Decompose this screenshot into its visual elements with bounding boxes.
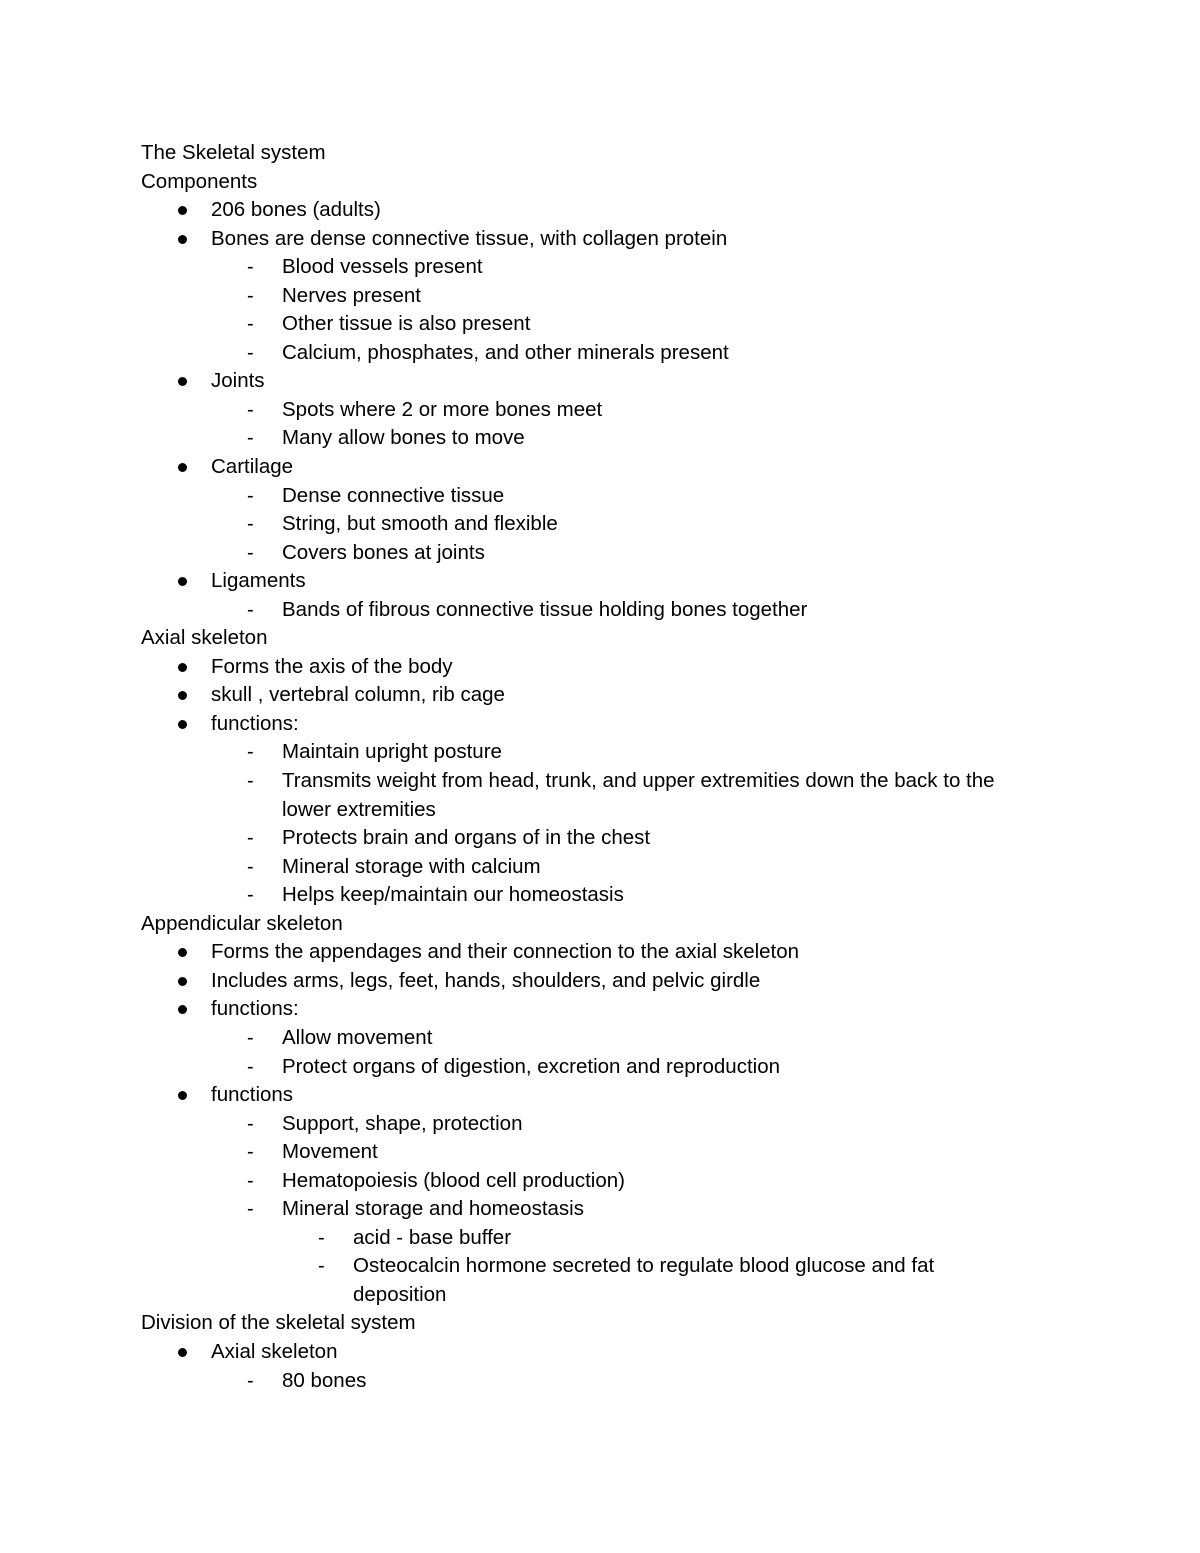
bullet-icon [178, 377, 187, 386]
dash-icon: - [247, 741, 254, 764]
dash-icon: - [247, 341, 254, 364]
bullet-icon [178, 1091, 187, 1100]
document-title: The Skeletal system [141, 141, 326, 164]
sub-list-item: - Mineral storage and homeostasis [141, 1195, 1101, 1224]
dash-icon: - [247, 770, 254, 793]
bullet-icon [178, 235, 187, 244]
list-item: Bones are dense connective tissue, with collagen protein [141, 225, 1101, 254]
sub-list-item: - Dense connective tissue [141, 482, 1101, 511]
dash-icon: - [247, 398, 254, 421]
list-item: Joints [141, 367, 1101, 396]
sub-list-item: - Nerves present [141, 282, 1101, 311]
sub-list-item: - Helps keep/maintain our homeostasis [141, 881, 1101, 910]
dash-icon: - [247, 1169, 254, 1192]
sub-list-item: - Support, shape, protection [141, 1110, 1101, 1139]
dash-icon: - [247, 513, 254, 536]
dash-icon: - [247, 1112, 254, 1135]
sub-list-item: - Movement [141, 1138, 1101, 1167]
dash-icon: - [247, 1055, 254, 1078]
list-item: functions [141, 1081, 1101, 1110]
list-item: Forms the axis of the body [141, 653, 1101, 682]
dash-icon: - [247, 284, 254, 307]
dash-icon: - [247, 1141, 254, 1164]
sub-list-item: - String, but smooth and flexible [141, 510, 1101, 539]
bullet-icon [178, 463, 187, 472]
list-item: Cartilage [141, 453, 1101, 482]
sub-list-item: - Hematopoiesis (blood cell production) [141, 1167, 1101, 1196]
sub-list-item: - Protect organs of digestion, excretion and reproduction [141, 1053, 1101, 1082]
list-item: 206 bones (adults) [141, 196, 1101, 225]
dash-icon: - [247, 1198, 254, 1221]
dash-icon: - [247, 827, 254, 850]
dash-icon: - [247, 484, 254, 507]
list-item: functions: [141, 710, 1101, 739]
bullet-icon [178, 206, 187, 215]
dash-icon: - [247, 598, 254, 621]
bullet-icon [178, 948, 187, 957]
sub-list-item: - Covers bones at joints [141, 539, 1101, 568]
bullet-icon [178, 977, 187, 986]
sub-list-item: - Bands of fibrous connective tissue holding bones together [141, 596, 1101, 625]
sub-list-item: - 80 bones [141, 1367, 1101, 1396]
list-item: functions: [141, 995, 1101, 1024]
bullet-icon [178, 577, 187, 586]
list-item: Forms the appendages and their connection to the axial skeleton [141, 938, 1101, 967]
section-heading-axial: Axial skeleton [141, 626, 268, 650]
document-body [141, 139, 1101, 1395]
sub-list-item: - Other tissue is also present [141, 310, 1101, 339]
sub-list-item: - Maintain upright posture [141, 738, 1101, 767]
list-item: Includes arms, legs, feet, hands, shoulders, and pelvic girdle [141, 967, 1101, 996]
dash-icon: - [247, 256, 254, 279]
dash-icon: - [247, 541, 254, 564]
sub-list-item: - Protects brain and organs of in the chest [141, 824, 1101, 853]
bullet-icon [178, 1005, 187, 1014]
bullet-icon [178, 720, 187, 729]
sub-list-item: - Many allow bones to move [141, 424, 1101, 453]
list-item: skull , vertebral column, rib cage [141, 681, 1101, 710]
dash-icon: - [247, 884, 254, 907]
sub-list-item: - Allow movement [141, 1024, 1101, 1053]
sub-list-item: - Mineral storage with calcium [141, 853, 1101, 882]
dash-icon: - [318, 1226, 325, 1249]
sub-list-item: - Blood vessels present [141, 253, 1101, 282]
bullet-icon [178, 1348, 187, 1357]
section-heading-components: Components [141, 169, 258, 193]
sub-sub-list-item: - acid - base buffer [141, 1224, 1101, 1253]
bullet-icon [178, 663, 187, 672]
dash-icon: - [247, 313, 254, 336]
list-item: Axial skeleton [141, 1338, 1101, 1367]
list-item: Ligaments [141, 567, 1101, 596]
sub-list-item: - Spots where 2 or more bones meet [141, 396, 1101, 425]
dash-icon: - [318, 1255, 325, 1278]
section-heading-appendicular: Appendicular skeleton [141, 911, 343, 935]
dash-icon: - [247, 1369, 254, 1392]
section-heading-division: Division of the skeletal system [141, 1311, 416, 1335]
sub-list-item: - Transmits weight from head, trunk, and upper extremities down the back to the lower extremities [247, 769, 995, 821]
sub-sub-list-item: - Osteocalcin hormone secreted to regulate blood glucose and fat deposition [318, 1254, 935, 1306]
dash-icon: - [247, 855, 254, 878]
dash-icon: - [247, 427, 254, 450]
dash-icon: - [247, 1026, 254, 1049]
bullet-icon [178, 691, 187, 700]
sub-list-item: - Calcium, phosphates, and other minerals present [141, 339, 1101, 368]
